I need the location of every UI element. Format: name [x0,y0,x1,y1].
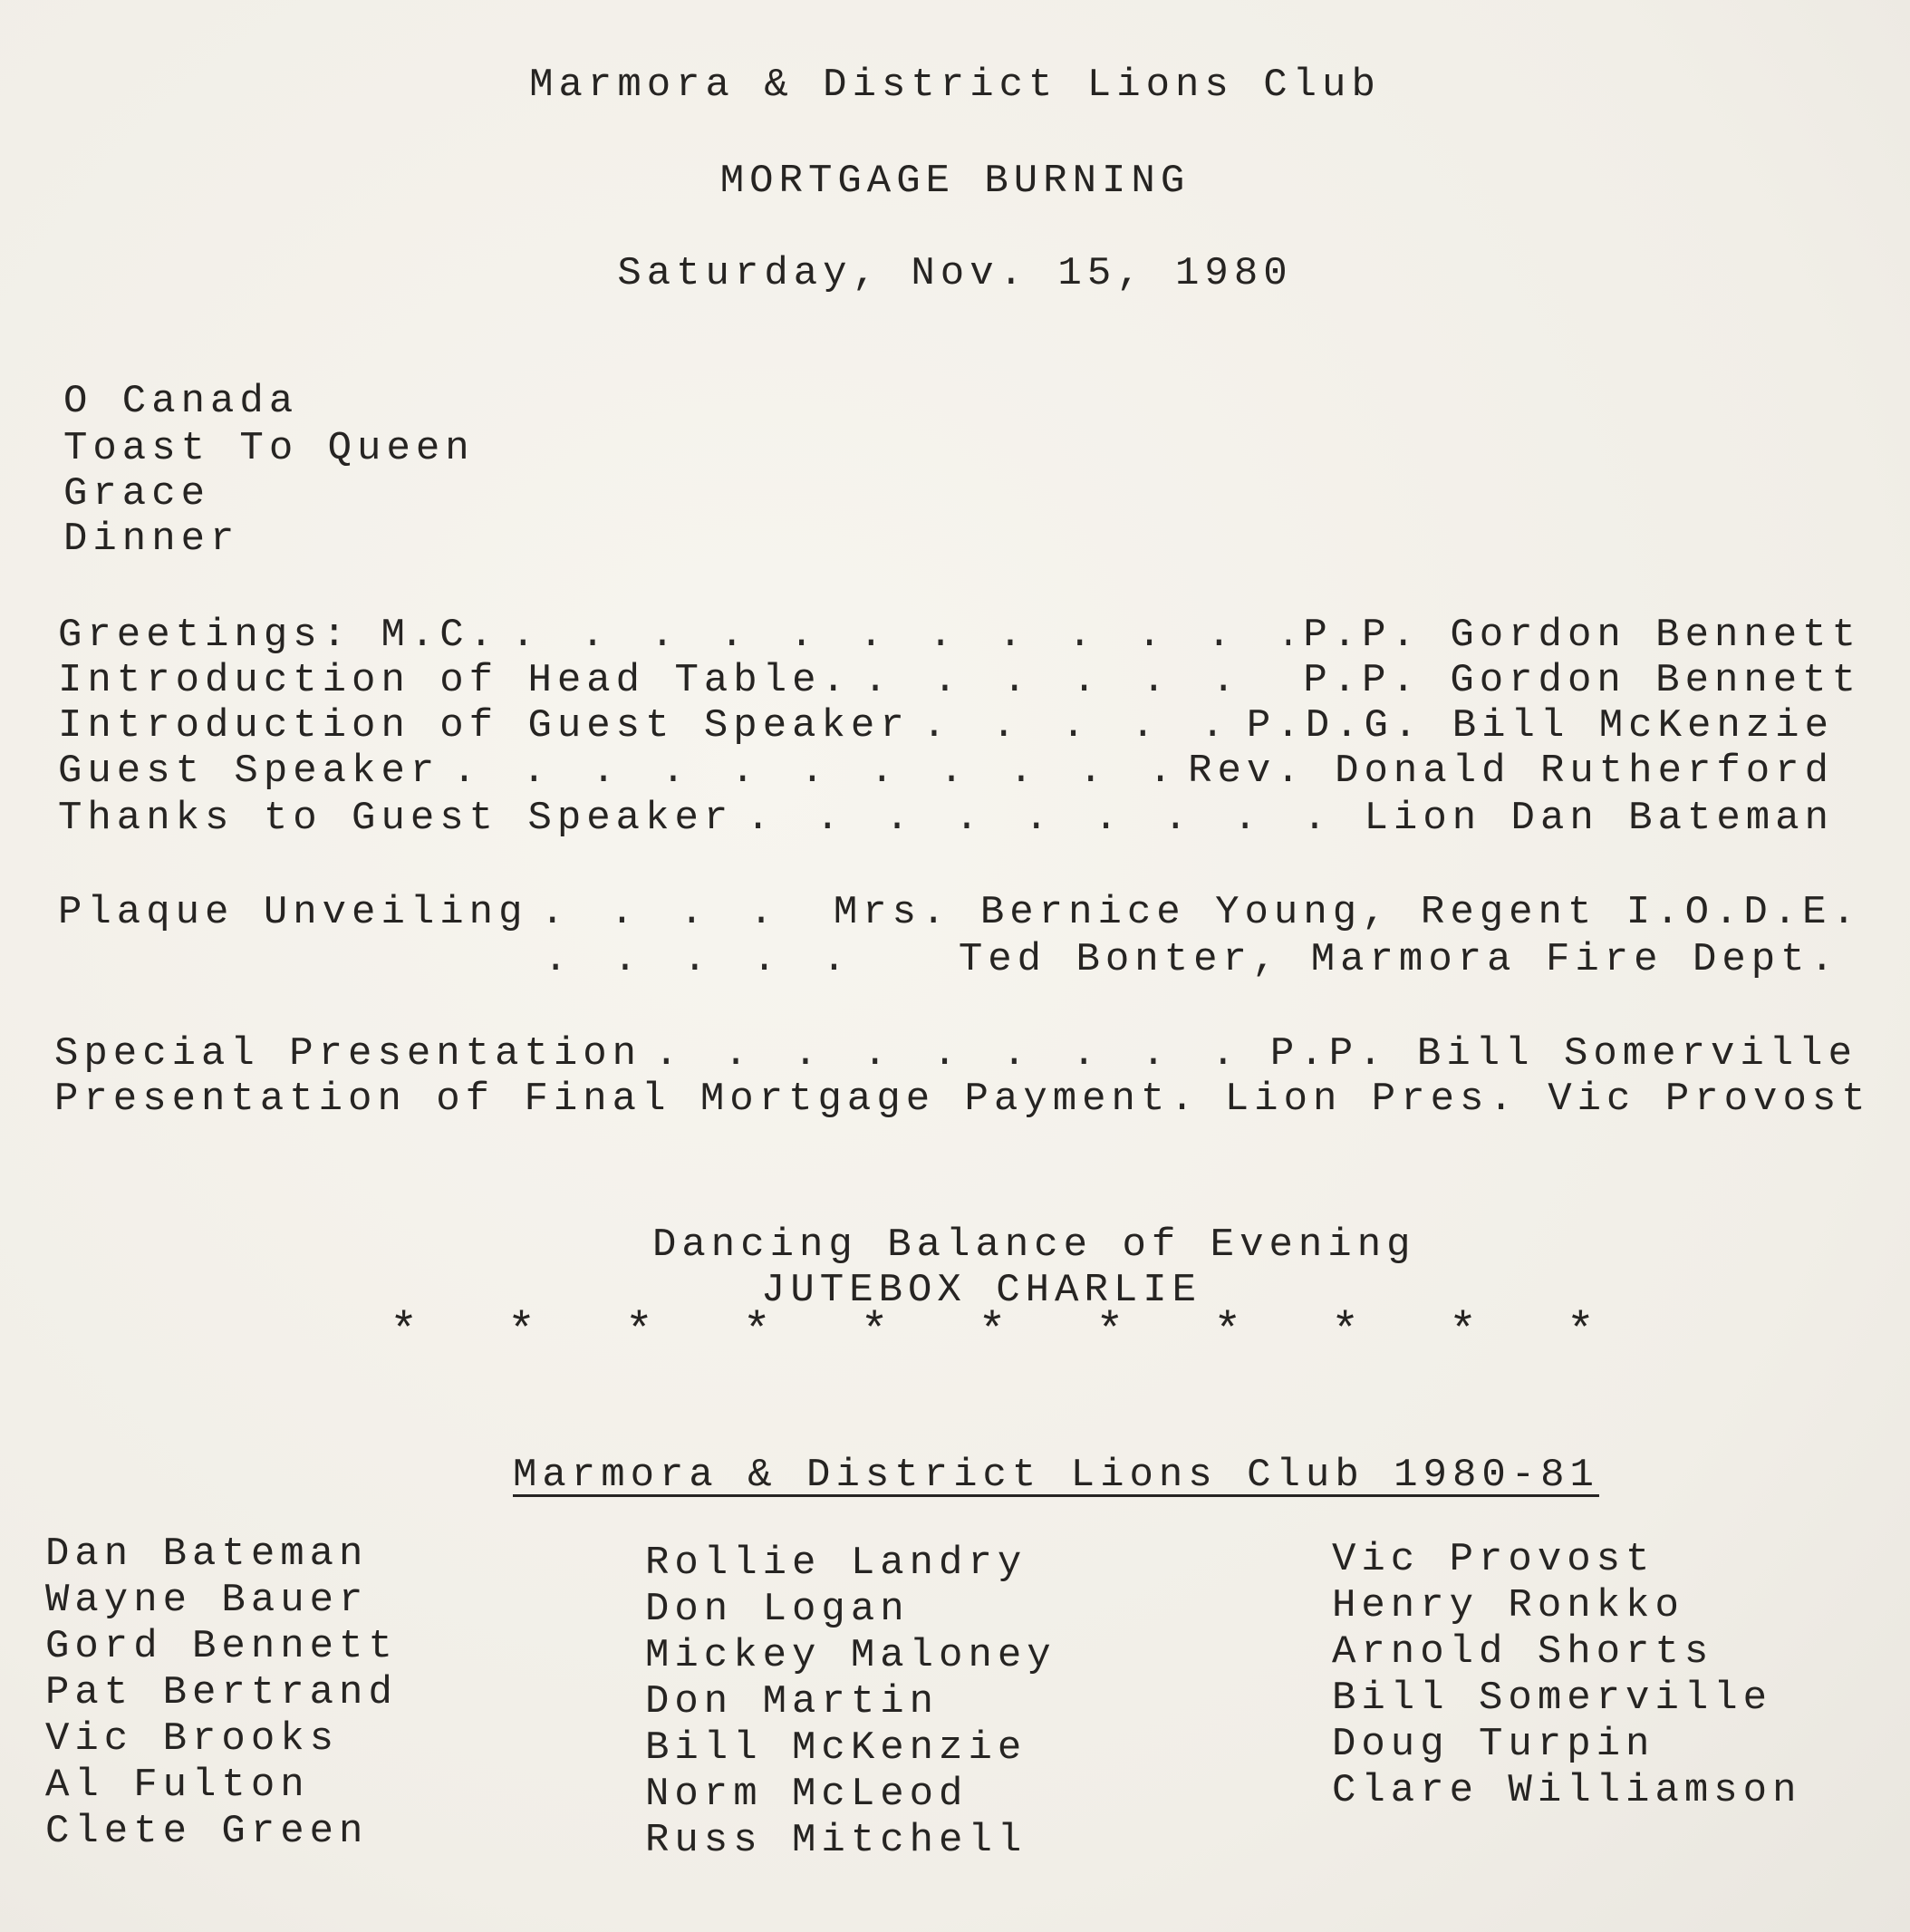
closing-band: JUTEBOX CHARLIE [761,1268,1202,1313]
asterisk-icon: * [860,1305,889,1358]
member-name: Bill McKenzie [645,1725,1027,1771]
program-item: Greetings: M.C. [58,613,499,658]
member-name: Russ Mitchell [645,1818,1027,1863]
program-person: P.P. Bill Somerville [1269,1031,1857,1077]
program-row [54,1031,1857,1077]
member-name: Bill Somerville [1332,1676,1773,1721]
member-name: Norm McLeod [645,1772,969,1817]
program-item: Thanks to Guest Speaker [58,796,734,841]
member-name: Doug Turpin [1332,1722,1655,1767]
member-name: Vic Brooks [45,1716,340,1762]
asterisk-icon: * [506,1305,536,1358]
program-row [58,796,1834,841]
member-name: Mickey Maloney [645,1633,1056,1678]
member-name: Arnold Shorts [1332,1629,1714,1675]
opening-item: O Canada [63,379,299,424]
event-title: MORTGAGE BURNING [719,159,1191,204]
asterisk-icon: * [1566,1305,1595,1358]
plaque-row [58,890,1861,935]
opening-item: Toast To Queen [63,426,475,471]
opening-item: Grace [63,471,211,517]
program-row [58,658,1861,703]
dot-leader [540,890,820,935]
club-title: Marmora & District Lions Club [529,63,1381,108]
dot-leader [746,796,1351,841]
members-column-3 [1332,1537,1801,1814]
asterisk-icon: * [742,1305,771,1358]
program-item: Presentation of Final Mortgage Payment. [54,1077,1200,1122]
program-person: Rev. Donald Rutherford [1188,749,1834,794]
member-name: Don Martin [645,1679,940,1724]
program-row [58,749,1834,794]
asterisk-icon: * [1095,1305,1124,1358]
program-item: Special Presentation [54,1031,642,1077]
member-name: Wayne Bauer [45,1578,369,1623]
asterisk-icon: * [978,1305,1007,1358]
dot-leader [922,703,1234,749]
dot-leader [544,937,870,982]
member-name: Rollie Landry [645,1541,1027,1586]
members-column-2 [645,1541,1056,1864]
program-item: Introduction of Head Table. [58,658,851,703]
program-row [54,1077,1871,1122]
plaque-person: Mrs. Bernice Young, Regent I.O.D.E. [833,890,1861,935]
closing-line: Dancing Balance of Evening [652,1222,1416,1268]
asterisk-icon: * [1331,1305,1360,1358]
program-person: Lion Pres. Vic Provost [1224,1077,1871,1122]
event-date: Saturday, Nov. 15, 1980 [617,251,1293,296]
member-name: Vic Provost [1332,1537,1655,1582]
members-title: Marmora & District Lions Club 1980-81 [513,1453,1599,1498]
program-item: Introduction of Guest Speaker [58,703,910,749]
member-name: Gord Bennett [45,1624,398,1669]
opening-item: Dinner [63,517,240,562]
asterisk-icon: * [624,1305,653,1358]
members-column-1 [45,1531,398,1855]
asterisk-icon: * [390,1305,419,1358]
program-person: Lion Dan Bateman [1364,796,1834,841]
asterisk-icon: * [1213,1305,1242,1358]
plaque-person: Ted Bonter, Marmora Fire Dept. [958,937,1839,982]
dot-leader [452,749,1175,794]
member-name: Dan Bateman [45,1531,369,1577]
dot-leader [654,1031,1258,1077]
program-person: P.P. Gordon Bennett [1303,658,1861,703]
member-name: Al Fulton [45,1763,310,1808]
program-person: P.D.G. Bill McKenzie [1246,703,1834,749]
program-row [58,703,1834,749]
member-name: Clete Green [45,1809,369,1854]
program-row [58,613,1861,658]
member-name: Don Logan [645,1587,910,1632]
asterisk-icon: * [1448,1305,1478,1358]
program-person: P.P. Gordon Bennett [1303,613,1861,658]
member-name: Henry Ronkko [1332,1583,1684,1628]
dot-leader [511,613,1290,658]
member-name: Clare Williamson [1332,1768,1802,1813]
member-name: Pat Bertrand [45,1670,398,1715]
program-item: Guest Speaker [58,749,440,794]
plaque-item: Plaque Unveiling [58,890,528,935]
plaque-row [544,937,1839,982]
asterisk-divider [390,1305,1595,1358]
dot-leader [863,658,1290,703]
